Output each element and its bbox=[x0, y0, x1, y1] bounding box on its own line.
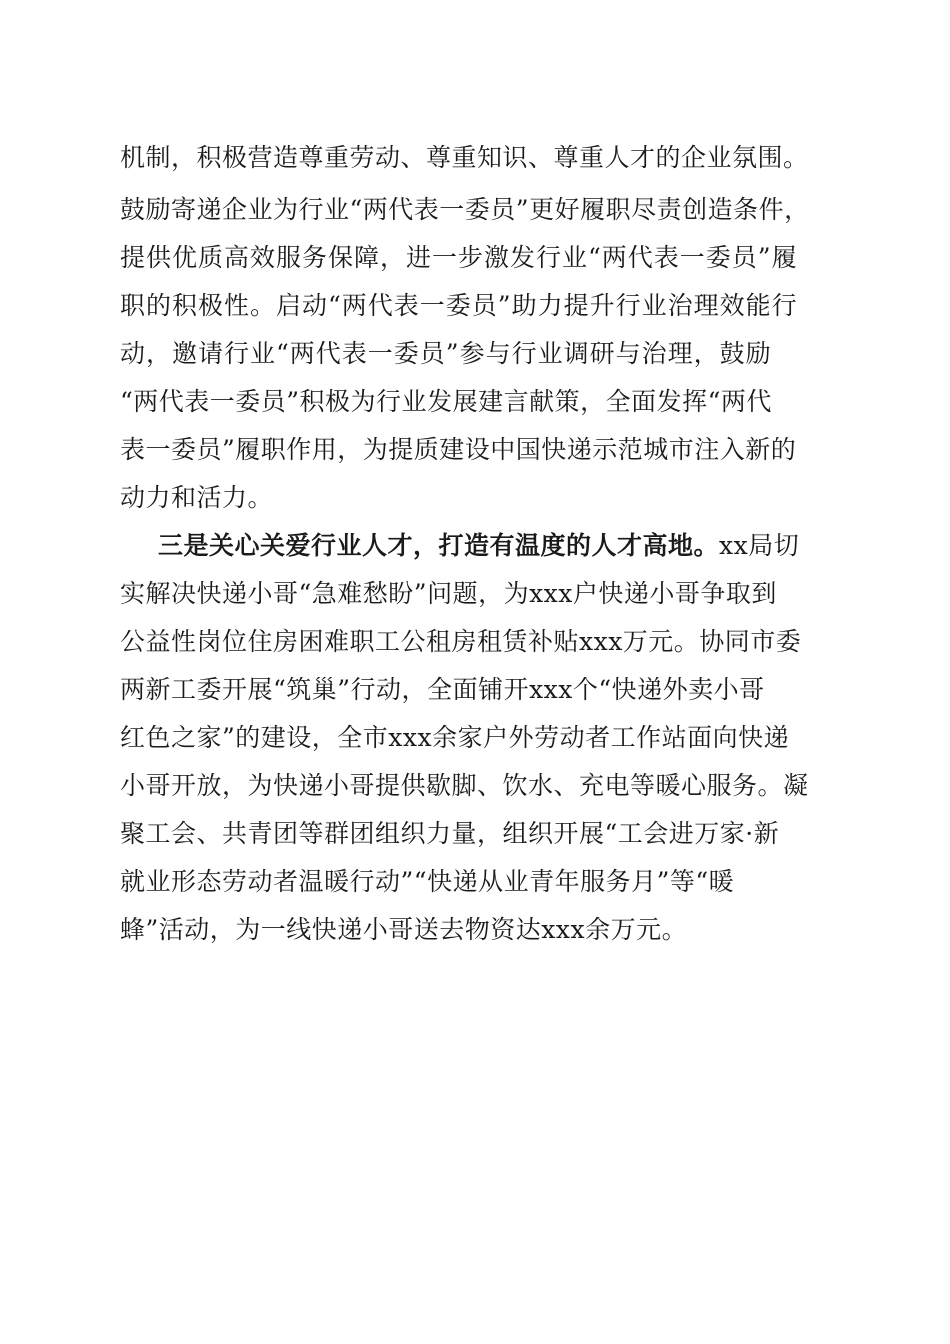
paragraph-heading: 三是关心关爱行业人才，打造有温度的人才高地。 bbox=[158, 531, 720, 560]
text-line: 表一委员”履职作用，为提质建设中国快递示范城市注入新的 bbox=[120, 435, 797, 464]
text-line: 红色之家”的建设，全市xxx余家户外劳动者工作站面向快递 bbox=[120, 723, 790, 752]
text-line: 两新工委开展“筑巢”行动，全面铺开xxx个“快递外卖小哥 bbox=[120, 675, 765, 704]
text-line: 公益性岗位住房困难职工公租房租赁补贴xxx万元。协同市委 bbox=[120, 627, 802, 656]
text-line: 鼓励寄递企业为行业“两代表一委员”更好履职尽责创造条件， bbox=[120, 195, 810, 224]
text-line: 提供优质高效服务保障，进一步激发行业“两代表一委员”履 bbox=[120, 243, 798, 272]
text-line: 小哥开放，为快递小哥提供歇脚、饮水、充电等暖心服务。凝 bbox=[120, 771, 809, 800]
text-line: “两代表一委员”积极为行业发展建言献策，全面发挥“两代 bbox=[120, 387, 772, 416]
text-line: 动，邀请行业“两代表一委员”参与行业调研与治理，鼓励 bbox=[120, 339, 772, 368]
text-line: 动力和活力。 bbox=[120, 483, 274, 512]
heading-continuation: xx局切 bbox=[719, 531, 800, 560]
text-line: 机制，积极营造尊重劳动、尊重知识、尊重人才的企业氛围。 bbox=[120, 143, 809, 172]
text-line bbox=[158, 531, 799, 561]
text-line: 聚工会、共青团等群团组织力量，组织开展“工会进万家·新 bbox=[120, 819, 780, 848]
text-line: 就业形态劳动者温暖行动”“快递从业青年服务月”等“暖 bbox=[120, 867, 735, 896]
text-line: 实解决快递小哥“急难愁盼”问题，为xxx户快递小哥争取到 bbox=[120, 579, 777, 608]
text-line: 职的积极性。启动“两代表一委员”助力提升行业治理效能行 bbox=[120, 291, 798, 320]
text-line: 蜂”活动，为一线快递小哥送去物资达xxx余万元。 bbox=[120, 915, 688, 944]
